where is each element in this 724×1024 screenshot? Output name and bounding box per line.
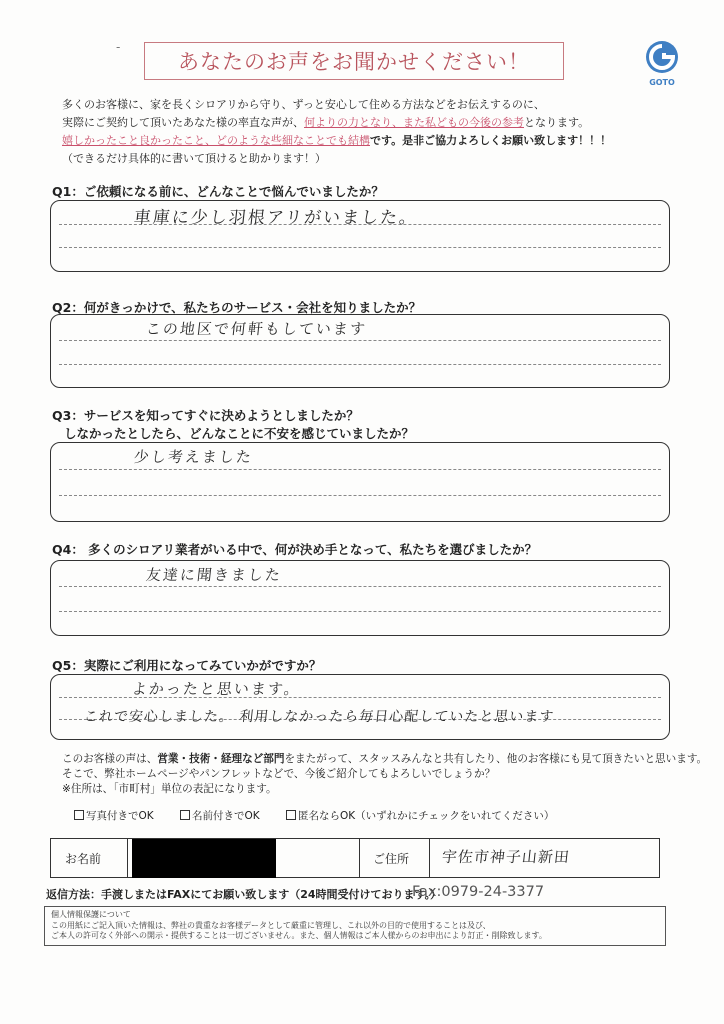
intro-line-2a: 実際にご契約して頂いたあなた様の率直な声が、 bbox=[62, 116, 304, 129]
q2-label: Q2：何がきっかけで、私たちのサービス・会社を知りましたか？ bbox=[52, 300, 422, 315]
q1-label: Q1：ご依頼になる前に、どんなことで悩んでいましたか？ bbox=[52, 184, 384, 199]
q3-label: Q3：サービスを知ってすぐに決めようとしましたか？ bbox=[52, 408, 359, 423]
option-photo-label: 写真付きでOK bbox=[86, 810, 154, 822]
corner-mark: - bbox=[116, 40, 121, 54]
page-title: あなたのお声をお聞かせください！ bbox=[144, 42, 564, 80]
checkbox-name[interactable] bbox=[180, 810, 190, 820]
intro-line-2c: となります。 bbox=[524, 116, 590, 129]
q1-answer: 車庫に少し羽根アリがいました。 bbox=[132, 208, 420, 228]
intro-line-2 bbox=[62, 116, 589, 130]
privacy-notice bbox=[44, 906, 666, 946]
q5-answer-line-1: よかったと思います。 bbox=[131, 680, 302, 698]
intro-line-2b: 何よりの力となり、また私どもの今後の参考 bbox=[304, 116, 524, 129]
privacy-line-2: ご本人の許可なく外部への開示・提供することは一切ございません。また、個人情報はご本人様からのお申出により訂正・削除致します。 bbox=[51, 931, 547, 940]
goto-logo bbox=[640, 38, 684, 88]
intro-line-4: （できるだけ具体的に書いて頂けると助かります！） bbox=[62, 152, 326, 165]
option-anonymous-ok[interactable] bbox=[286, 808, 554, 823]
checkbox-anonymous[interactable] bbox=[286, 810, 296, 820]
q5-answer-line-2: これで安心しました。 利用しなかったら毎日心配していたと思います bbox=[83, 709, 556, 725]
permission-line-1a: このお客様の声は、 bbox=[62, 753, 158, 765]
q5-label: Q5：実際にご利用になってみていかがですか？ bbox=[52, 658, 322, 673]
address-value: 宇佐市神子山新田 bbox=[441, 848, 571, 866]
permission-line-3: ※住所は、「市町村」単位の表記になります。 bbox=[62, 783, 277, 795]
q4-label: Q4： 多くのシロアリ業者がいる中で、何が決め手となって、私たちを選びましたか？ bbox=[52, 542, 538, 557]
q3-label-2: しなかったとしたら、どんなことに不安を感じていましたか？ bbox=[64, 426, 415, 441]
name-label: お名前 bbox=[65, 851, 102, 866]
option-photo-ok[interactable] bbox=[74, 808, 154, 823]
q2-answer: この地区で何軒もしています bbox=[145, 320, 368, 338]
permission-line-1 bbox=[62, 752, 707, 766]
intro-line-3b: です。是非ご協力よろしくお願い致します！！！ bbox=[370, 134, 612, 147]
intro-line-3a: 嬉しかったこと良かったこと、どのような些細なことでも結構 bbox=[62, 134, 370, 147]
name-field-redacted[interactable] bbox=[132, 839, 276, 878]
permission-line-2: そこで、弊社ホームページやパンフレットなどで、今後ご紹介してもよろしいでしょうか？ bbox=[62, 768, 496, 780]
option-name-label: 名前付きでOK bbox=[192, 810, 260, 822]
privacy-heading: 個人情報保護について bbox=[51, 910, 131, 919]
option-anonymous-label: 匿名ならOK（いずれかにチェックをいれてください） bbox=[298, 810, 555, 822]
q4-answer: 友達に聞きました bbox=[145, 566, 283, 584]
intro-line-3 bbox=[62, 134, 611, 148]
q3-answer: 少し考えました bbox=[133, 448, 254, 466]
checkbox-photo[interactable] bbox=[74, 810, 84, 820]
option-name-ok[interactable] bbox=[180, 808, 260, 823]
intro-line-1: 多くのお客様に、家を長くシロアリから守り、ずっと安心して住める方法などをお伝えするのに、 bbox=[62, 98, 545, 111]
goto-logo-icon bbox=[640, 38, 684, 88]
fax-number: Fax:0979-24-3377 bbox=[412, 884, 545, 900]
logo-text: GOTO bbox=[649, 78, 675, 87]
permission-line-1c: をまたがって、スタッスみんなと共有したり、他のお客様にも見て頂きたいと思います。 bbox=[284, 753, 708, 765]
q4-answer-box[interactable] bbox=[50, 560, 670, 636]
privacy-line-1: この用紙にご記入頂いた情報は、弊社の貴重なお客様データとして厳重に管理し、これ以外の目的で使用することは及び、 bbox=[51, 920, 491, 930]
return-method: 返信方法：手渡しまたはFAXにてお願い致します（24時間受付けております。） bbox=[46, 888, 442, 901]
permission-line-1b: 営業・技術・経理など部門 bbox=[157, 753, 285, 765]
address-label: ご住所 bbox=[373, 851, 410, 866]
